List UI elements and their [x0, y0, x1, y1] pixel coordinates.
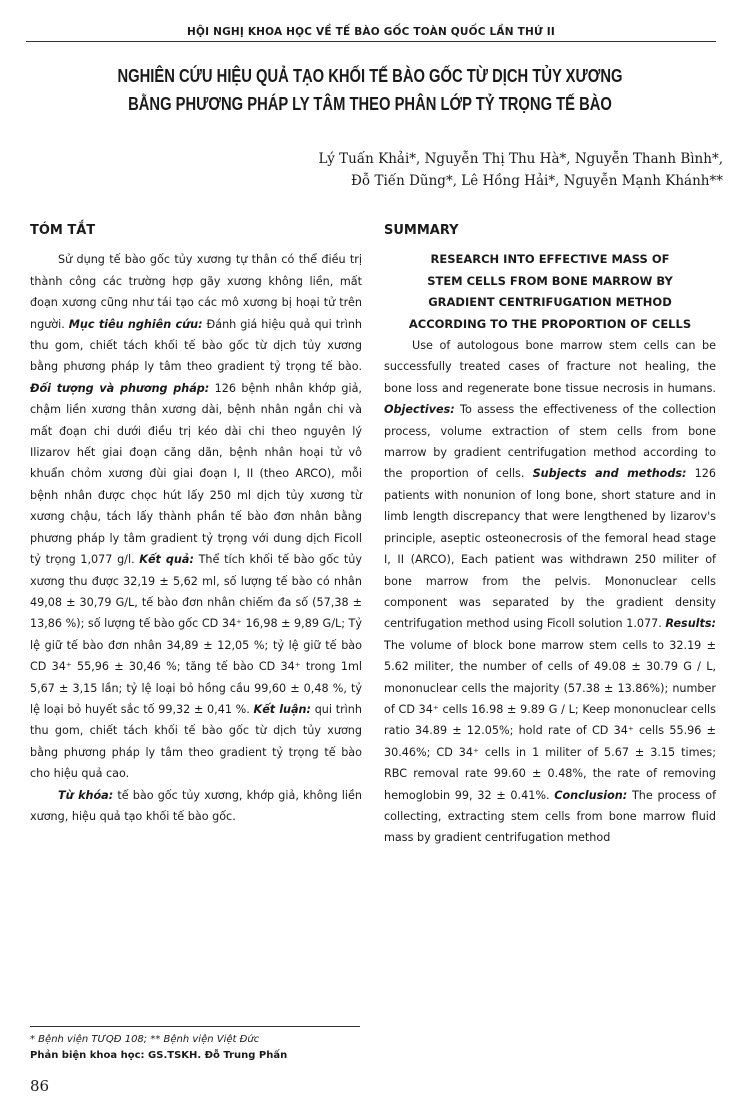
- vietnamese-abstract: [30, 220, 362, 827]
- subjects-text: 126 patients with nonunion of long bone, short stature and in limb length discrepancy that were lengthened by lizarov's principle, aseptic osteonecrosis of the femoral head stage I, II (ARCO), Each patient was withdrawn 250 militer of bone marrow from the pelvis. Mononuclear cells component was separated by the gradient density centrifugation method using Ficoll solution 1.077.: [384, 467, 716, 631]
- summary-title-line-3: GRADIENT CENTRIFUGATION METHOD: [428, 295, 672, 310]
- article-title: [116, 62, 624, 118]
- objectives-text: To assess the effectiveness of the collection process, volume extraction of stem cells from bone marrow by gradient centrifugation method according to the proportion of cells.: [384, 403, 716, 481]
- footnote: [30, 1032, 370, 1064]
- abstract-intro: Sử dụng tế bào gốc tủy xương tự thân có thể điều trị thành công các trường hợp gãy xương không liền, mất đoạn xương cũng như tái tạo các mô xương bị hoại tử trên người.: [30, 253, 362, 331]
- results-text: Thể tích khối tế bào gốc tủy xương thu được 32,19 ± 5,62 ml, số lượng tế bào có nhân 49,08 ± 30,79 G/L, tế bào đơn nhân chiếm đa số (57,38 ± 13,86 %); số lượng tế bào gốc CD 34⁺ 16,98 ± 9,89 G/L; Tỷ lệ giữ tế bào đơn nhân 34,89 ± 12,05 %; tỷ lệ giữ tế bào CD 34⁺ 55,96 ± 30,46 %; tăng tế bào CD 34⁺ trong 1ml 5,67 ± 3,15 lần; tỷ lệ loại bỏ hồng cầu 99,60 ± 0,48 %, tỷ lệ loại bỏ huyết sắc tố 99,32 ± 0,41 %.: [30, 553, 362, 716]
- author-list: [203, 148, 723, 192]
- footnote-divider: [30, 1026, 360, 1027]
- summary-heading: SUMMARY: [384, 223, 459, 238]
- reviewer-note: Phản biện khoa học: GS.TSKH. Đỗ Trung Phấn: [30, 1050, 288, 1061]
- authors-line-2: Đỗ Tiến Dũng*, Lê Hồng Hải*, Nguyễn Mạnh Khánh**: [351, 173, 723, 189]
- methods-text: 126 bệnh nhân khớp giả, chậm liền xương thân xương dài, bệnh nhân ngắn chi và mất đoạn chi dưới điều trị kéo dài chi theo nguyên lý Ilizarov hết giai đoạn căng dãn, bệnh nhân hoại tử vô khuẩn chỏm xương đùi giai đoạn I, II (theo ARCO), mỗi bệnh nhân được chọc hút lấy 250 ml dịch tủy xương từ xương chậu, tách lấy thành phần tế bào đơn nhân bằng phương pháp ly tâm gradient tỷ trọng với dung dịch Ficoll tỷ trọng 1,077 g/l.: [30, 381, 362, 567]
- abstract-heading: TÓM TẮT: [30, 223, 96, 238]
- abstract-body: [30, 249, 362, 784]
- results-label: Kết quả:: [139, 553, 194, 567]
- conclusion-text-en: The process of collecting, extracting stem cells from bone marrow fluid mass by gradient centrifugation method: [384, 788, 717, 845]
- english-summary: [384, 220, 716, 849]
- keywords-label: Từ khóa:: [58, 788, 114, 802]
- conclusion-label: Kết luận:: [253, 702, 311, 716]
- conclusion-text: qui trình thu gom, chiết tách khối tế bào gốc từ dịch tủy xương bằng phương pháp ly tâm theo gradient tỷ trọng tế bào cho hiệu quả cao.: [30, 702, 362, 781]
- summary-title-line-4: ACCORDING TO THE PROPORTION OF CELLS: [408, 316, 692, 331]
- affiliation-note: * Bệnh viện TƯQĐ 108; ** Bệnh viện Việt Đức: [30, 1034, 260, 1045]
- title-line-1: NGHIÊN CỨU HIỆU QUẢ TẠO KHỐI TẾ BÀO GỐC TỪ DỊCH TỦY XƯƠNG: [117, 66, 623, 86]
- summary-intro: Use of autologous bone marrow stem cells can be successfully treated cases of fracture not healing, the bone loss and regenerate bone tissue necrosis in humans.: [384, 339, 716, 395]
- conclusion-label-en: Conclusion:: [554, 788, 628, 802]
- summary-title-line-1: RESEARCH INTO EFFECTIVE MASS OF: [430, 252, 670, 267]
- methods-label: Đối tượng và phương pháp:: [30, 381, 210, 395]
- authors-line-1: Lý Tuấn Khải*, Nguyễn Thị Thu Hà*, Nguyễn Thanh Bình*,: [318, 151, 723, 167]
- keywords-text: tế bào gốc tủy xương, khớp giả, không liền xương, hiệu quả tạo khối tế bào gốc.: [30, 788, 362, 823]
- objective-text: Đánh giá hiệu quả qui trình thu gom, chiết tách khối tế bào gốc từ dịch tủy xương bằng phương pháp ly tâm theo gradient tỷ trọng tế bào.: [30, 317, 362, 374]
- results-text-en: The volume of block bone marrow stem cells to 32.19 ± 5.62 militer, the number of cells of 49.08 ± 30.79 G / L, mononuclear cells the majority (57.38 ± 13.86%); number of CD 34⁺ cells 16.98 ± 9.89 G / L; Keep mononuclear cells ratio 34.89 ± 12.05%; hold rate of CD 34⁺ cells 55.96 ± 30.46%; CD 34⁺ cells in 1 militer of 5.67 ± 3.15 times; RBC removal rate 99.60 ± 0.48%, the rate of removing hemoglobin 99, 32 ± 0.41%.: [384, 638, 716, 802]
- running-head: HỘI NGHỊ KHOA HỌC VỀ TẾ BÀO GỐC TOÀN QUỐC LẦN THỨ II: [26, 26, 716, 42]
- page-number: 86: [30, 1077, 50, 1095]
- objectives-label: Objectives:: [384, 403, 455, 417]
- summary-title-line-2: STEM CELLS FROM BONE MARROW BY: [427, 273, 673, 288]
- subjects-label: Subjects and methods:: [532, 467, 687, 481]
- summary-body: [384, 335, 716, 849]
- objective-label: Mục tiêu nghiên cứu:: [68, 317, 203, 331]
- keywords: [30, 785, 362, 828]
- results-label-en: Results:: [665, 617, 716, 631]
- title-line-2: BẰNG PHƯƠNG PHÁP LY TÂM THEO PHÂN LỚP TỶ TRỌNG TẾ BÀO: [128, 94, 612, 114]
